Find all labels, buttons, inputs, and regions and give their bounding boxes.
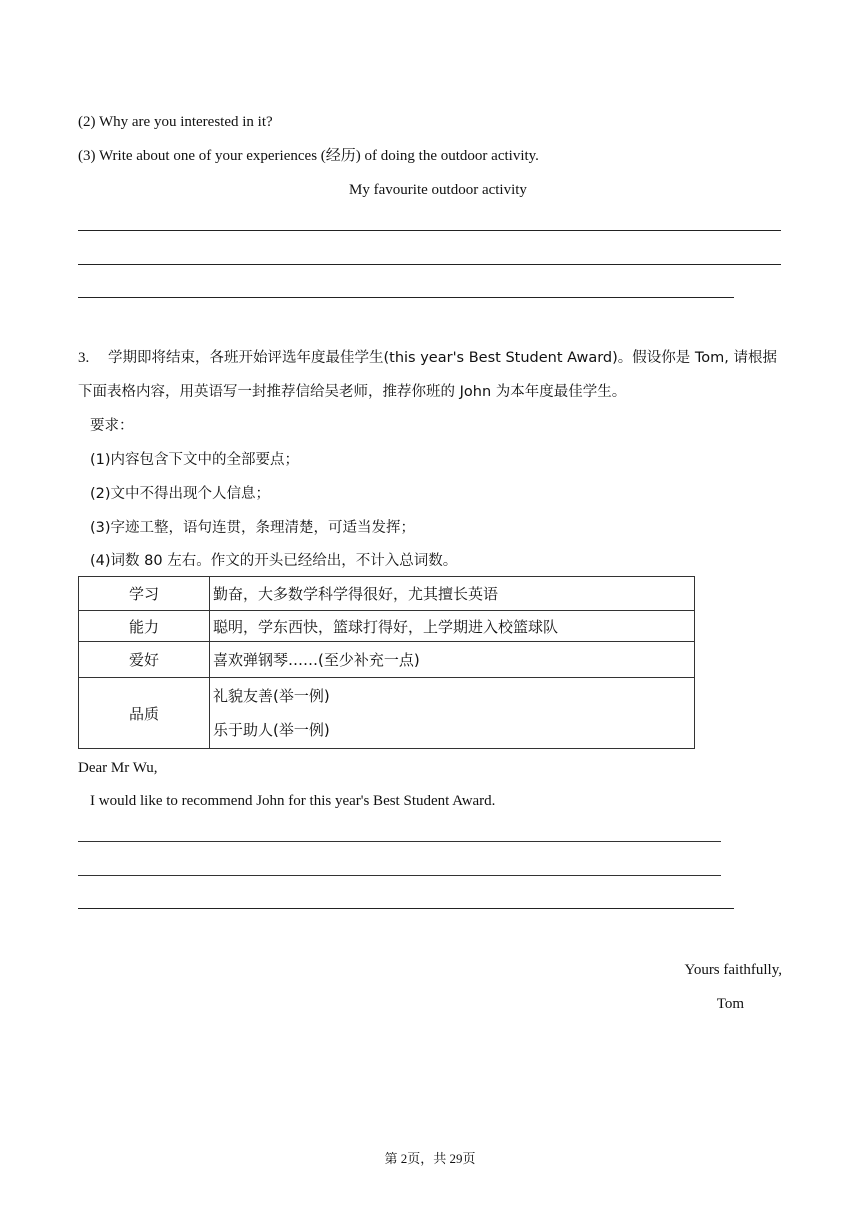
table-row	[79, 577, 695, 611]
table-key: 能力	[79, 611, 210, 642]
writing-line	[78, 264, 781, 265]
writing-line	[78, 908, 734, 909]
table-key: 爱好	[79, 642, 210, 678]
q3-number: 3.	[78, 350, 90, 366]
table-row	[79, 611, 695, 642]
points-table	[78, 576, 695, 749]
table-value-line: 礼貌友善(举一例)	[213, 687, 330, 705]
q2-item-2: (2) Why are you interested in it?	[78, 114, 273, 130]
table-value	[210, 678, 695, 749]
q3-intro-line2: 下面表格内容，用英语写一封推荐信给吴老师，推荐你班的 John 为本年度最佳学生。	[78, 384, 627, 400]
letter-closing: Yours faithfully,	[684, 962, 782, 978]
writing-line	[78, 841, 721, 842]
table-key: 品质	[79, 678, 210, 749]
table-value: 喜欢弹钢琴……(至少补充一点)	[210, 642, 695, 678]
table-row	[79, 642, 695, 678]
q3-intro-line1: 学期即将结束，各班开始评选年度最佳学生(this year's Best Student Award)。假设你是 Tom, 请根据	[108, 350, 777, 366]
writing-line	[78, 875, 721, 876]
letter-opening: I would like to recommend John for this year's Best Student Award.	[90, 793, 496, 809]
essay-title: My favourite outdoor activity	[349, 182, 527, 198]
letter-salutation: Dear Mr Wu,	[78, 760, 158, 776]
table-key: 学习	[79, 577, 210, 611]
writing-line	[78, 297, 734, 298]
writing-line	[78, 230, 781, 231]
table-value-line: 乐于助人(举一例)	[213, 721, 330, 739]
page-number: 第 2页，共 29页	[384, 1151, 476, 1166]
requirement-item: (3)字迹工整，语句连贯，条理清楚，可适当发挥；	[90, 520, 416, 536]
requirements-title: 要求：	[90, 418, 134, 434]
table-value: 聪明，学东西快，篮球打得好，上学期进入校篮球队	[210, 611, 695, 642]
requirement-item: (4)词数 80 左右。作文的开头已经给出，不计入总词数。	[90, 553, 458, 569]
q2-item-3: (3) Write about one of your experiences (经历) of doing the outdoor activity.	[78, 148, 539, 164]
requirement-item: (1)内容包含下文中的全部要点；	[90, 452, 300, 468]
table-row	[79, 678, 695, 749]
letter-signature: Tom	[716, 996, 744, 1012]
requirement-item: (2)文中不得出现个人信息；	[90, 486, 271, 502]
table-value: 勤奋，大多数学科学得很好，尤其擅长英语	[210, 577, 695, 611]
